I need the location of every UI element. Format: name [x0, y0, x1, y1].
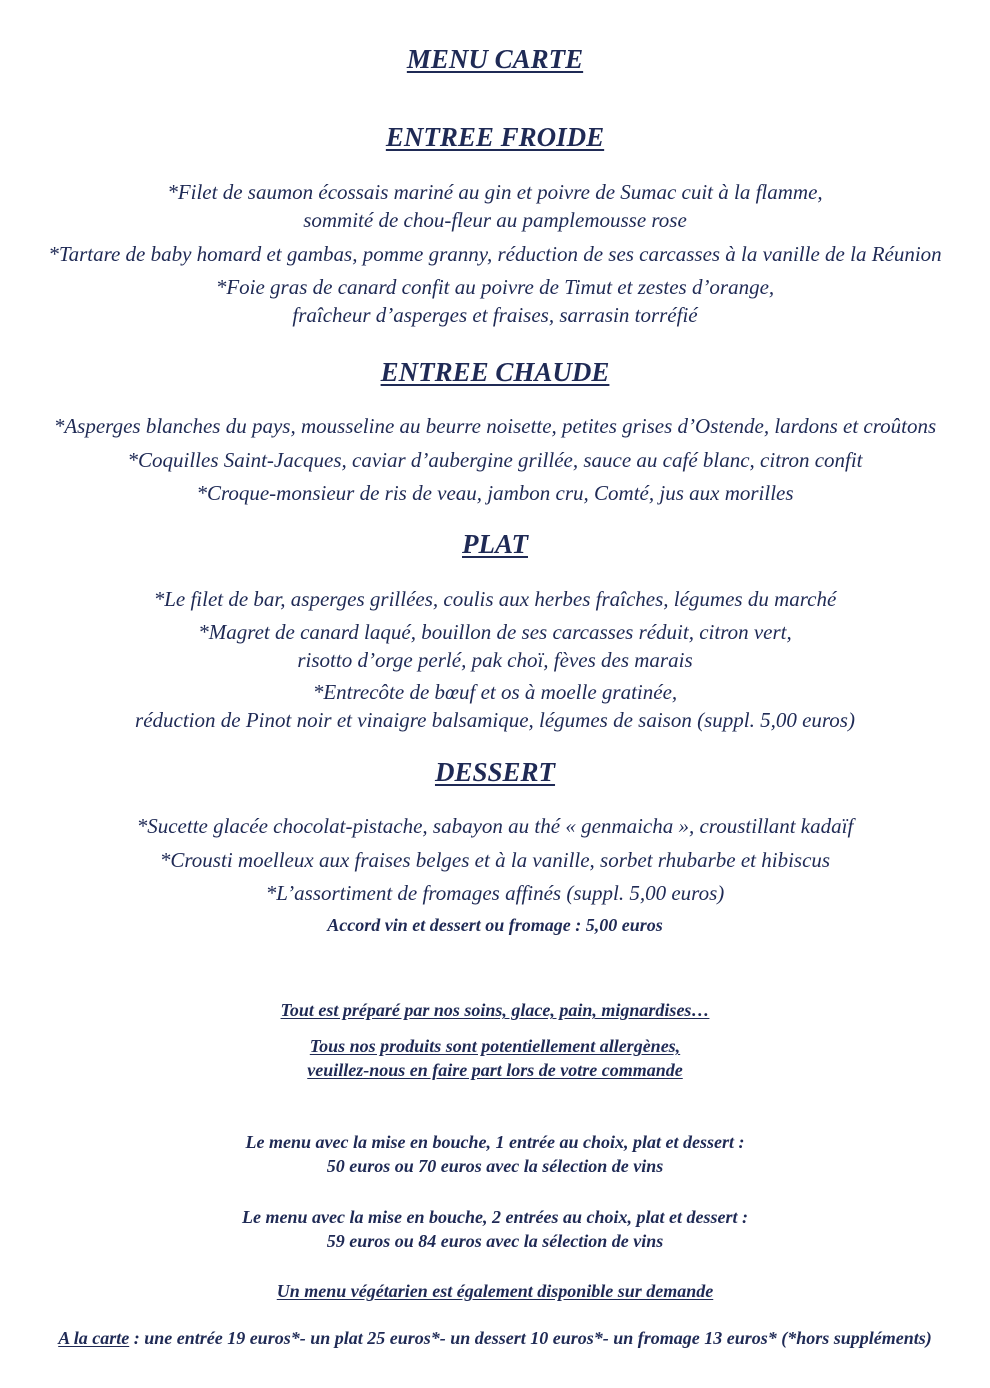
dish-line: *Asperges blanches du pays, mousseline au beurre noisette, petites grises d’Ostende, lardons et croûtons — [53, 414, 937, 438]
note-line: 59 euros ou 84 euros avec la sélection de vins — [326, 1231, 664, 1251]
a-la-carte-label: A la carte — [58, 1328, 130, 1348]
note-line: veuillez-nous en faire part lors de votre commande — [307, 1060, 683, 1080]
dish-foie-gras — [0, 273, 990, 329]
dish-line: réduction de Pinot noir et vinaigre balsamique, légumes de saison (suppl. 5,00 euros) — [135, 708, 855, 732]
a-la-carte-prices: : une entrée 19 euros*- un plat 25 euros*- un dessert 10 euros*- un fromage 13 euros* (*hors suppléments) — [129, 1328, 932, 1348]
note-line: Tous nos produits sont potentiellement allergènes, — [309, 1036, 681, 1056]
section-entree-chaude-heading: ENTREE CHAUDE — [380, 357, 610, 387]
note-line: Le menu avec la mise en bouche, 2 entrées au choix, plat et dessert : — [242, 1207, 748, 1227]
section-entree-froide-heading: ENTREE FROIDE — [385, 122, 605, 152]
dish-tartare-homard — [0, 240, 990, 268]
section-dessert-heading: DESSERT — [434, 757, 556, 787]
note-line: 50 euros ou 70 euros avec la sélection de vins — [326, 1156, 664, 1176]
dish-line: *Entrecôte de bœuf et os à moelle gratinée, — [312, 680, 678, 704]
dish-saumon — [0, 178, 990, 234]
dish-fromages — [0, 879, 990, 907]
dish-filet-bar — [0, 585, 990, 613]
dish-croque-monsieur — [0, 479, 990, 507]
section-plat-heading: PLAT — [462, 529, 528, 559]
dish-line: risotto d’orge perlé, pak choï, fèves des marais — [297, 648, 693, 672]
dish-line: *L’assortiment de fromages affinés (suppl. 5,00 euros) — [265, 881, 725, 905]
dish-line: *Filet de saumon écossais mariné au gin et poivre de Sumac cuit à la flamme, — [167, 180, 823, 204]
menu-option-two — [0, 1205, 990, 1253]
dish-line: *Magret de canard laqué, bouillon de ses carcasses réduit, citron vert, — [198, 620, 792, 644]
a-la-carte-pricing — [0, 1328, 990, 1349]
dish-crousti — [0, 846, 990, 874]
dish-line: *Tartare de baby homard et gambas, pomme granny, réduction de ses carcasses à la vanille de la Réunion — [48, 242, 942, 266]
vegetarian-note: Un menu végétarien est également disponible sur demande — [276, 1281, 714, 1301]
pairing-note: Accord vin et dessert ou fromage : 5,00 euros — [327, 915, 663, 935]
dish-line: *Foie gras de canard confit au poivre de Timut et zestes d’orange, — [215, 275, 775, 299]
dish-asperges-blanches — [0, 412, 990, 440]
dish-line: *Sucette glacée chocolat-pistache, sabayon au thé « genmaicha », croustillant kadaïf — [136, 814, 854, 838]
menu-title: MENU CARTE — [406, 44, 584, 74]
dish-line: sommité de chou-fleur au pamplemousse rose — [303, 208, 687, 232]
dish-line: *Croque-monsieur de ris de veau, jambon cru, Comté, jus aux morilles — [196, 481, 794, 505]
note-line: Le menu avec la mise en bouche, 1 entrée au choix, plat et dessert : — [245, 1132, 745, 1152]
dish-line: *Coquilles Saint-Jacques, caviar d’aubergine grillée, sauce au café blanc, citron confit — [127, 448, 863, 472]
dish-line: fraîcheur d’asperges et fraises, sarrasin torréfié — [292, 303, 698, 327]
dish-coquilles — [0, 446, 990, 474]
dish-sucette — [0, 812, 990, 840]
homemade-note: Tout est préparé par nos soins, glace, pain, mignardises… — [280, 1000, 710, 1020]
dish-line: *Crousti moelleux aux fraises belges et à la vanille, sorbet rhubarbe et hibiscus — [159, 848, 831, 872]
dish-line: *Le filet de bar, asperges grillées, coulis aux herbes fraîches, légumes du marché — [153, 587, 837, 611]
menu-option-one — [0, 1130, 990, 1178]
dish-entrecote — [0, 678, 990, 734]
allergens-note — [0, 1034, 990, 1082]
dish-magret — [0, 618, 990, 674]
